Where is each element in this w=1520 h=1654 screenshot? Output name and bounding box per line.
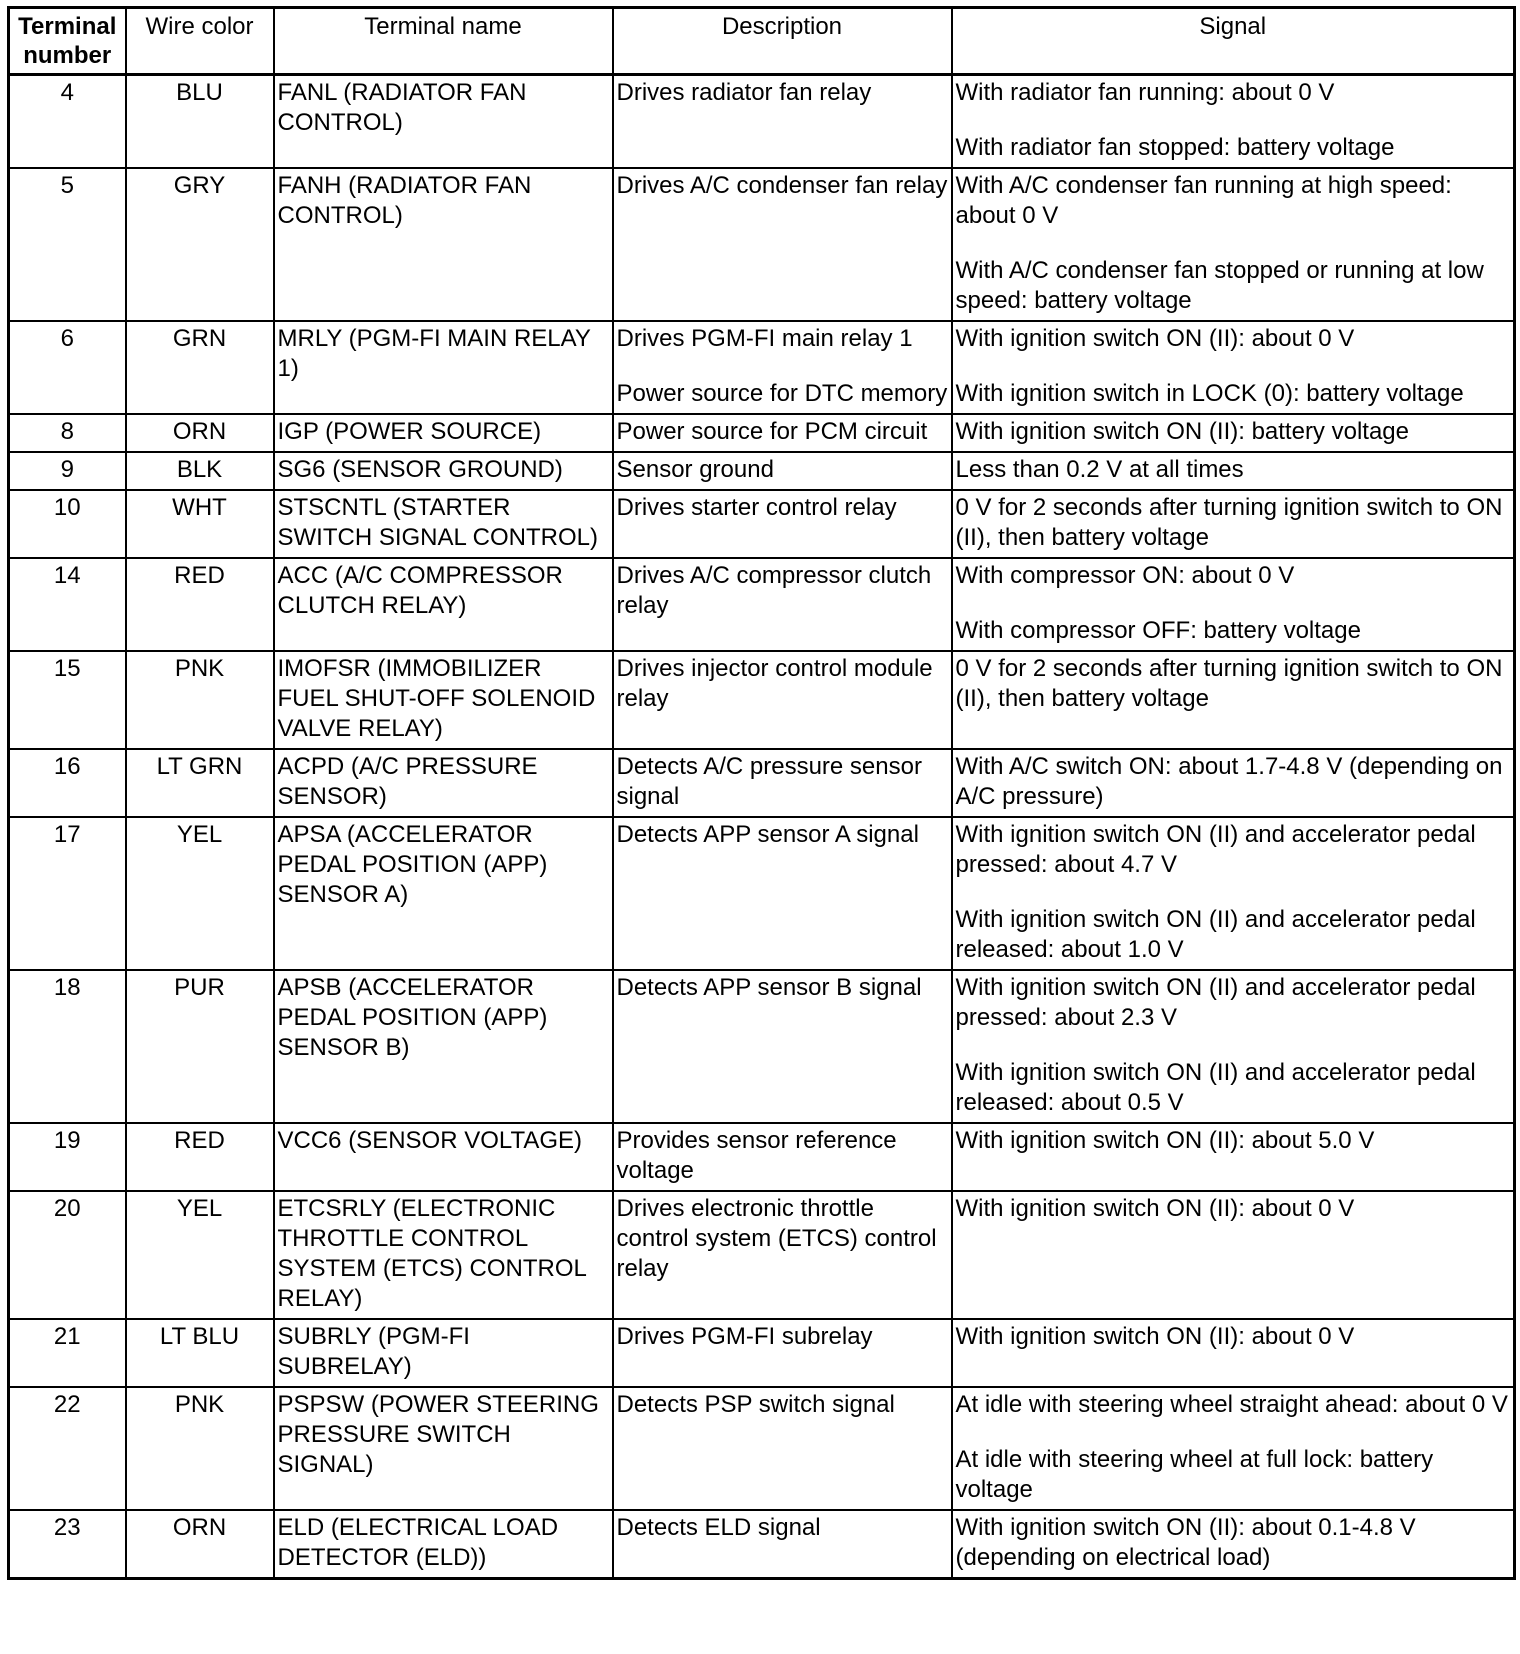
- terminal-number-cell: 4: [9, 75, 126, 169]
- wire-color-cell: YEL: [126, 1191, 274, 1319]
- description-cell: [613, 1387, 952, 1510]
- wire-color-cell: BLK: [126, 452, 274, 490]
- description-cell: [613, 321, 952, 414]
- terminal-name-cell: ACC (A/C COMPRESSOR CLUTCH RELAY): [274, 558, 613, 651]
- terminal-number-cell: 22: [9, 1387, 126, 1510]
- wire-color-cell: LT BLU: [126, 1319, 274, 1387]
- signal-line: With ignition switch in LOCK (0): battery voltage: [955, 380, 1464, 407]
- wire-color-cell: PNK: [126, 1387, 274, 1510]
- signal-line: At idle with steering wheel straight ahead: about 0 V: [955, 1391, 1508, 1418]
- terminal-name-cell: FANL (RADIATOR FAN CONTROL): [274, 75, 613, 169]
- signal-line: With ignition switch ON (II) and accelerator pedal released: about 1.0 V: [955, 906, 1476, 963]
- signal-cell: [952, 749, 1515, 817]
- wire-color-cell: WHT: [126, 490, 274, 558]
- wire-color-cell: RED: [126, 558, 274, 651]
- table-row: [9, 490, 1515, 558]
- terminal-number-cell: 14: [9, 558, 126, 651]
- header-signal: Signal: [952, 8, 1515, 75]
- description-cell: [613, 168, 952, 321]
- signal-line: With ignition switch ON (II) and accelerator pedal pressed: about 2.3 V: [955, 974, 1476, 1031]
- terminal-number-cell: 17: [9, 817, 126, 970]
- wire-color-cell: BLU: [126, 75, 274, 169]
- terminal-name-cell: SG6 (SENSOR GROUND): [274, 452, 613, 490]
- description-cell: [613, 558, 952, 651]
- terminal-name-cell: MRLY (PGM-FI MAIN RELAY 1): [274, 321, 613, 414]
- table-row: [9, 414, 1515, 452]
- wire-color-cell: GRY: [126, 168, 274, 321]
- table-row: [9, 651, 1515, 749]
- signal-line: Less than 0.2 V at all times: [955, 456, 1244, 483]
- table-row: [9, 749, 1515, 817]
- terminal-number-cell: 8: [9, 414, 126, 452]
- terminal-name-cell: STSCNTL (STARTER SWITCH SIGNAL CONTROL): [274, 490, 613, 558]
- description-line: Detects ELD signal: [616, 1514, 821, 1541]
- signal-line: 0 V for 2 seconds after turning ignition switch to ON (II), then battery voltage: [955, 655, 1503, 712]
- signal-cell: [952, 651, 1515, 749]
- description-line: Power source for PCM circuit: [616, 418, 928, 445]
- signal-cell: [952, 1319, 1515, 1387]
- signal-cell: [952, 817, 1515, 970]
- terminal-number-cell: 18: [9, 970, 126, 1123]
- description-cell: [613, 452, 952, 490]
- signal-line: With radiator fan running: about 0 V: [955, 79, 1335, 106]
- terminal-number-cell: 10: [9, 490, 126, 558]
- description-line: Drives PGM-FI subrelay: [616, 1323, 873, 1350]
- terminal-number-cell: 16: [9, 749, 126, 817]
- description-cell: [613, 1510, 952, 1579]
- description-line: Drives injector control module relay: [616, 655, 933, 712]
- signal-line: With ignition switch ON (II): about 0.1-4.8 V (depending on electrical load): [955, 1514, 1416, 1571]
- description-cell: [613, 1191, 952, 1319]
- description-line: Drives A/C condenser fan relay: [616, 172, 948, 199]
- description-line: Sensor ground: [616, 456, 774, 483]
- signal-line: 0 V for 2 seconds after turning ignition switch to ON (II), then battery voltage: [955, 494, 1503, 551]
- signal-cell: [952, 490, 1515, 558]
- signal-line: With ignition switch ON (II): about 0 V: [955, 325, 1355, 352]
- signal-line: With ignition switch ON (II) and accelerator pedal pressed: about 4.7 V: [955, 821, 1476, 878]
- signal-cell: [952, 558, 1515, 651]
- terminal-name-cell: ACPD (A/C PRESSURE SENSOR): [274, 749, 613, 817]
- table-row: [9, 817, 1515, 970]
- signal-line: With ignition switch ON (II): about 0 V: [955, 1195, 1355, 1222]
- table-row: [9, 1387, 1515, 1510]
- terminal-number-cell: 6: [9, 321, 126, 414]
- description-cell: [613, 970, 952, 1123]
- signal-line: With A/C switch ON: about 1.7-4.8 V (depending on A/C pressure): [955, 753, 1503, 810]
- description-cell: [613, 1319, 952, 1387]
- signal-line: With ignition switch ON (II): about 0 V: [955, 1323, 1355, 1350]
- description-line: Provides sensor reference voltage: [616, 1127, 897, 1184]
- terminal-number-cell: 19: [9, 1123, 126, 1191]
- signal-cell: [952, 168, 1515, 321]
- table-row: [9, 1510, 1515, 1579]
- signal-line: With compressor OFF: battery voltage: [955, 617, 1361, 644]
- signal-line: At idle with steering wheel at full lock: battery voltage: [955, 1446, 1434, 1503]
- description-cell: [613, 490, 952, 558]
- header-terminal-number: Terminal number: [9, 8, 126, 75]
- terminal-number-cell: 15: [9, 651, 126, 749]
- table-row: [9, 452, 1515, 490]
- signal-cell: [952, 321, 1515, 414]
- description-cell: [613, 414, 952, 452]
- signal-cell: [952, 1191, 1515, 1319]
- table-row: [9, 75, 1515, 169]
- wire-color-cell: ORN: [126, 414, 274, 452]
- signal-line: With ignition switch ON (II): battery voltage: [955, 418, 1409, 445]
- terminal-number-cell: 21: [9, 1319, 126, 1387]
- table-row: [9, 1319, 1515, 1387]
- header-terminal-name: Terminal name: [274, 8, 613, 75]
- description-cell: [613, 1123, 952, 1191]
- table-row: [9, 321, 1515, 414]
- terminal-table-sheet: [7, 6, 1513, 1580]
- wire-color-cell: RED: [126, 1123, 274, 1191]
- wire-color-cell: LT GRN: [126, 749, 274, 817]
- terminal-name-cell: ETCSRLY (ELECTRONIC THROTTLE CONTROL SYSTEM (ETCS) CONTROL RELAY): [274, 1191, 613, 1319]
- terminal-number-cell: 20: [9, 1191, 126, 1319]
- header-wire-color: Wire color: [126, 8, 274, 75]
- description-line: Detects PSP switch signal: [616, 1391, 895, 1418]
- terminal-name-cell: APSB (ACCELERATOR PEDAL POSITION (APP) SENSOR B): [274, 970, 613, 1123]
- description-line: Power source for DTC memory: [616, 380, 948, 407]
- signal-cell: [952, 414, 1515, 452]
- header-description: Description: [613, 8, 952, 75]
- wire-color-cell: ORN: [126, 1510, 274, 1579]
- description-cell: [613, 651, 952, 749]
- wire-color-cell: PNK: [126, 651, 274, 749]
- terminal-name-cell: VCC6 (SENSOR VOLTAGE): [274, 1123, 613, 1191]
- signal-line: With ignition switch ON (II): about 5.0 V: [955, 1127, 1375, 1154]
- signal-line: With radiator fan stopped: battery voltage: [955, 134, 1395, 161]
- signal-line: With ignition switch ON (II) and accelerator pedal released: about 0.5 V: [955, 1059, 1476, 1116]
- description-line: Drives radiator fan relay: [616, 79, 872, 106]
- terminal-name-cell: SUBRLY (PGM-FI SUBRELAY): [274, 1319, 613, 1387]
- description-line: Drives PGM-FI main relay 1: [616, 325, 913, 352]
- description-line: Detects APP sensor A signal: [616, 821, 919, 848]
- signal-line: With A/C condenser fan running at high speed: about 0 V: [955, 172, 1452, 229]
- terminal-name-cell: ELD (ELECTRICAL LOAD DETECTOR (ELD)): [274, 1510, 613, 1579]
- signal-line: With compressor ON: about 0 V: [955, 562, 1295, 589]
- table-row: [9, 1123, 1515, 1191]
- wire-color-cell: GRN: [126, 321, 274, 414]
- signal-cell: [952, 1510, 1515, 1579]
- table-row: [9, 970, 1515, 1123]
- signal-cell: [952, 1387, 1515, 1510]
- terminal-name-cell: FANH (RADIATOR FAN CONTROL): [274, 168, 613, 321]
- terminal-name-cell: APSA (ACCELERATOR PEDAL POSITION (APP) SENSOR A): [274, 817, 613, 970]
- wire-color-cell: PUR: [126, 970, 274, 1123]
- terminal-name-cell: IMOFSR (IMMOBILIZER FUEL SHUT-OFF SOLENOID VALVE RELAY): [274, 651, 613, 749]
- terminal-table: [7, 6, 1516, 1580]
- terminal-number-cell: 9: [9, 452, 126, 490]
- description-line: Detects APP sensor B signal: [616, 974, 922, 1001]
- terminal-name-cell: PSPSW (POWER STEERING PRESSURE SWITCH SIGNAL): [274, 1387, 613, 1510]
- description-cell: [613, 749, 952, 817]
- wire-color-cell: YEL: [126, 817, 274, 970]
- signal-cell: [952, 1123, 1515, 1191]
- signal-cell: [952, 970, 1515, 1123]
- table-row: [9, 1191, 1515, 1319]
- signal-cell: [952, 452, 1515, 490]
- description-line: Drives A/C compressor clutch relay: [616, 562, 932, 619]
- description-line: Drives electronic throttle control system (ETCS) control relay: [616, 1195, 937, 1282]
- description-line: Detects A/C pressure sensor signal: [616, 753, 922, 810]
- table-row: [9, 168, 1515, 321]
- signal-line: With A/C condenser fan stopped or running at low speed: battery voltage: [955, 257, 1484, 314]
- description-cell: [613, 75, 952, 169]
- terminal-number-cell: 23: [9, 1510, 126, 1579]
- signal-cell: [952, 75, 1515, 169]
- description-cell: [613, 817, 952, 970]
- terminal-name-cell: IGP (POWER SOURCE): [274, 414, 613, 452]
- header-row: [9, 8, 1515, 75]
- description-line: Drives starter control relay: [616, 494, 897, 521]
- table-row: [9, 558, 1515, 651]
- terminal-number-cell: 5: [9, 168, 126, 321]
